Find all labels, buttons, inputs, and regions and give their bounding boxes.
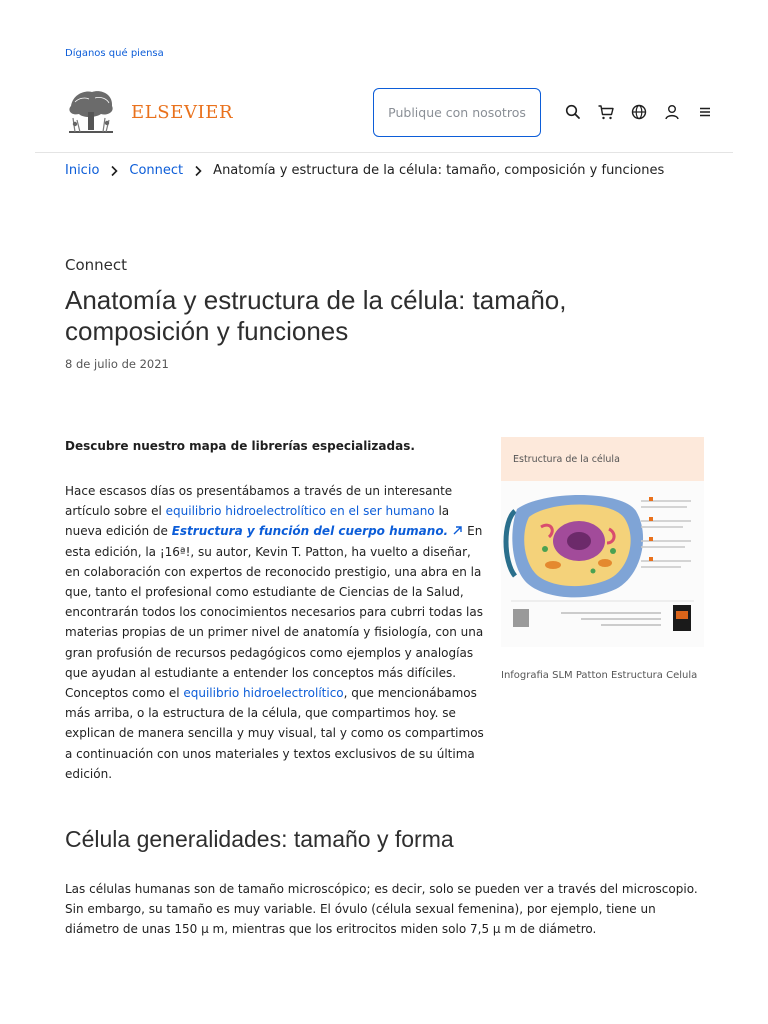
cart-icon[interactable]	[589, 101, 622, 123]
feedback-link[interactable]: Díganos qué piensa	[65, 48, 164, 59]
hydroelectrolytic-balance-link[interactable]: equilibrio hidroelectrolítico en el ser humano	[165, 504, 435, 519]
publish-date: 8 de julio de 2021	[65, 357, 169, 371]
publish-with-us-button[interactable]: Publique con nosotros	[373, 88, 541, 137]
infographic-title: Estructura de la célula	[501, 437, 704, 481]
book-link-label: Estructura y función del cuerpo humano.	[171, 524, 449, 539]
user-icon[interactable]	[655, 101, 688, 123]
text-segment: , que mencionábamos más arriba, o la estructura de la célula, que compartimos hoy. se explican de manera sencilla y muy visual, tal y como os compartimos a continuación con unos materiales y textos exclusivos de su última edición.	[65, 686, 484, 781]
article-paragraph-2: Las células humanas son de tamaño microscópico; es decir, solo se pueden ver a través del microscopio. Sin embargo, su tamaño es muy variable. El óvulo (célula sexual femenina), por ejemplo, tiene un diámetro de unas 150 μ m, mientras que los eritrocitos miden solo 7,5 μ m de diámetro.	[65, 882, 698, 937]
breadcrumb-current: Anatomía y estructura de la célula: tamaño, composición y funciones	[213, 163, 665, 178]
intro-text: Descubre nuestro mapa de librerías especializadas.	[65, 439, 415, 453]
brand-name: ELSEVIER	[131, 101, 234, 123]
infographic-caption: Infografia SLM Patton Estructura Celula	[501, 670, 698, 681]
elsevier-logo[interactable]	[65, 88, 233, 136]
external-link-icon	[452, 525, 463, 536]
search-icon[interactable]	[556, 101, 589, 123]
chevron-right-icon	[99, 165, 129, 177]
menu-icon[interactable]	[688, 101, 721, 123]
infographic[interactable]	[501, 437, 704, 647]
cell-diagram-image	[501, 481, 704, 647]
site-header	[0, 88, 768, 138]
text-segment: Hace escasos días os presentábamos a través de un interesante artículo sobre el	[65, 484, 453, 519]
breadcrumb-connect-link[interactable]: Connect	[129, 163, 184, 178]
section-heading: Célula generalidades: tamaño y forma	[65, 826, 454, 852]
elsevier-tree-logo-icon	[65, 88, 117, 136]
text-segment: En esta edición, la ¡16ª!, su autor, Kevin T. Patton, ha vuelto a diseñar, en colaboración con expertos de reconocido prestigio, una abra en la que, tanto el profesional como estudiante de Ciencias de la Salud, encontrarán todos los conocimientos necesarios para cubrri todas las materias propias de un primer nivel de anatomía y fisiología, con una gran profusión de recursos pedagógicos como ejemplos y analogías que ayudan al estudiante a entender los conceptos más difíciles. Conceptos como el	[65, 524, 484, 701]
hydroelectrolytic-link[interactable]: equilibrio hidroelectrolítico	[183, 686, 344, 701]
text-segment: la nueva edición de	[65, 504, 450, 539]
breadcrumb	[65, 163, 664, 178]
article-paragraph	[65, 481, 485, 784]
header-divider	[35, 152, 733, 153]
chevron-right-icon	[183, 165, 213, 177]
globe-icon[interactable]	[622, 101, 655, 123]
section-label: Connect	[65, 256, 128, 274]
book-link[interactable]	[172, 524, 464, 538]
header-icons	[556, 101, 721, 123]
breadcrumb-home-link[interactable]: Inicio	[65, 163, 100, 178]
page-title: Anatomía y estructura de la célula: tamaño, composición y funciones	[65, 285, 567, 346]
